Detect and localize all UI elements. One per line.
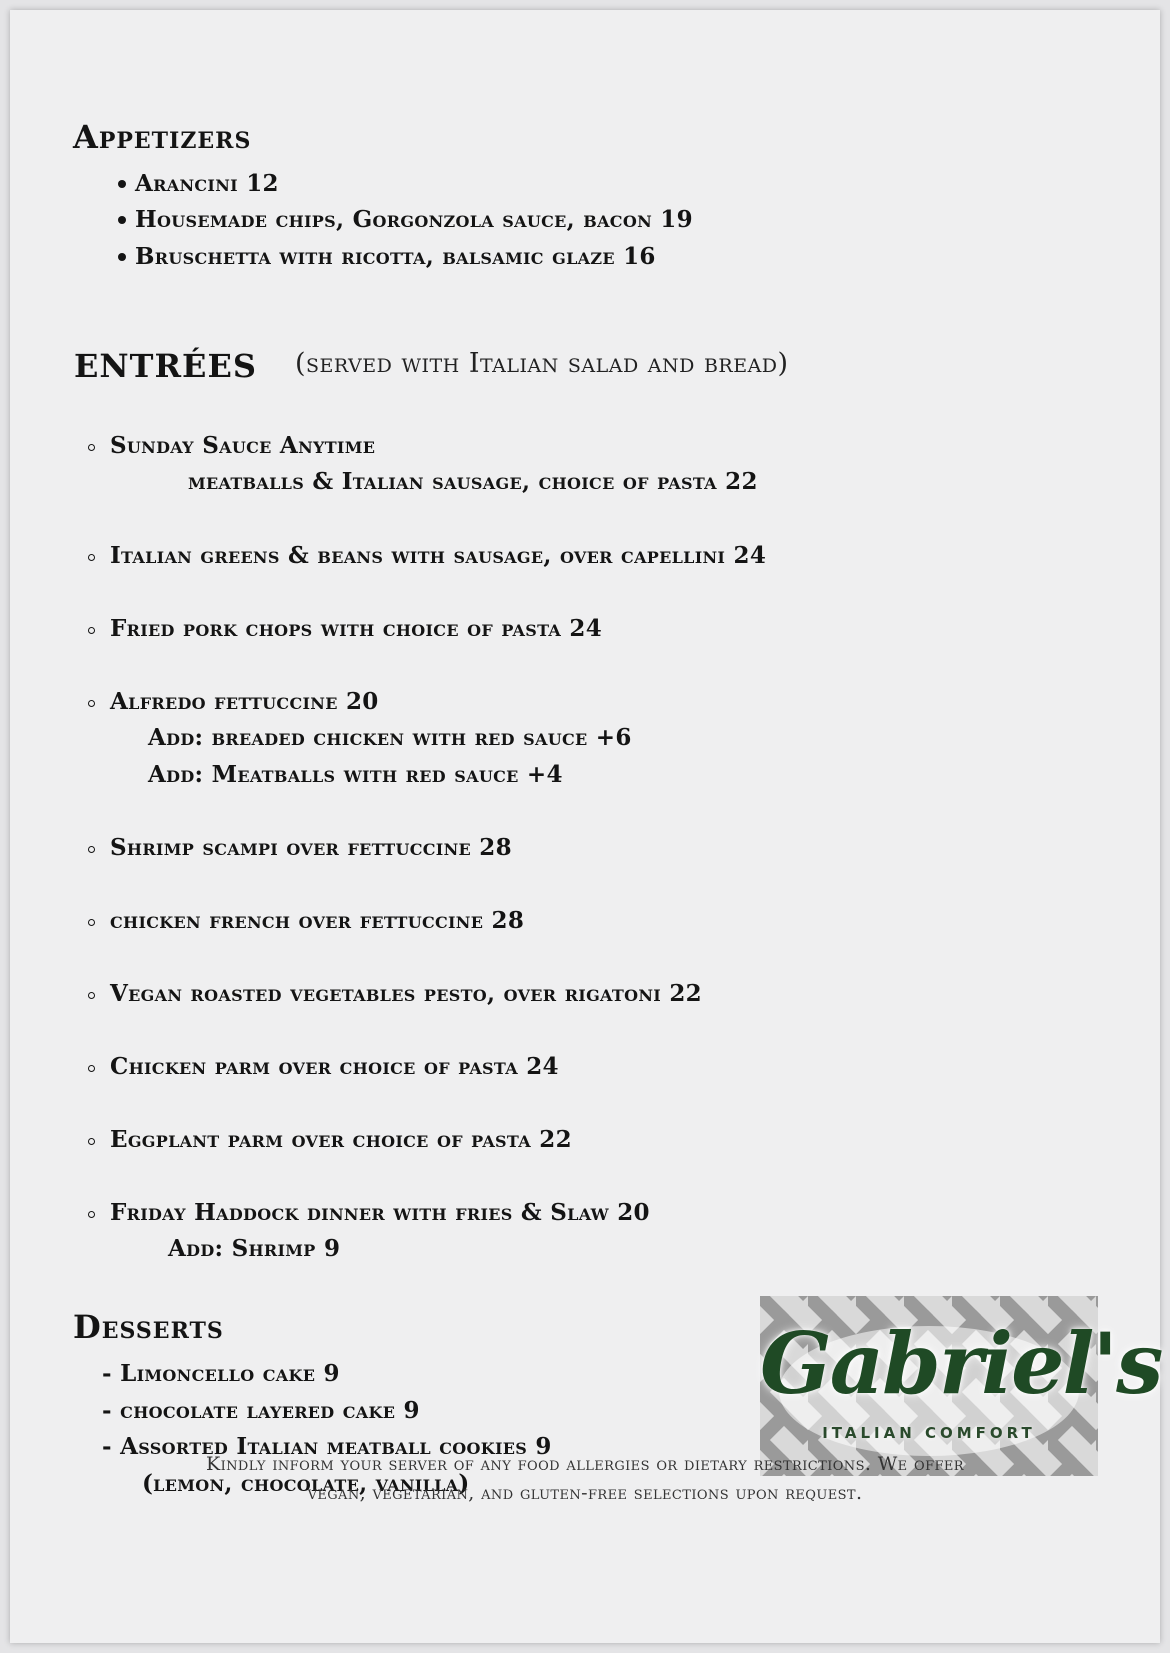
restaurant-logo — [760, 1296, 1162, 1476]
entree-sub: Add: Meatballs with red sauce +4 — [148, 761, 563, 788]
bullet-circle — [88, 992, 95, 999]
bullet-circle — [88, 627, 95, 634]
bullet-disc — [118, 216, 126, 224]
entree-item: chicken french over fettuccine 28 — [110, 907, 525, 934]
entree-item: Friday Haddock dinner with fries & Slaw 20 — [110, 1199, 650, 1226]
desserts-heading: Desserts — [73, 1308, 224, 1346]
entree-item: Eggplant parm over choice of pasta 22 — [110, 1126, 572, 1153]
bullet-circle — [88, 846, 95, 853]
footer-line: Kindly inform your server of any food allergies or dietary restrictions. We offer — [206, 1453, 964, 1475]
entrees-heading: ENTRÉES — [74, 347, 257, 385]
bullet-circle — [88, 554, 95, 561]
appetizer-item: Bruschetta with ricotta, balsamic glaze 16 — [135, 243, 656, 270]
bullet-circle — [88, 1138, 95, 1145]
footer-line: vegan, vegetarian, and gluten-free selections upon request. — [307, 1482, 863, 1504]
bullet-circle — [88, 1211, 95, 1218]
bullet-circle — [88, 1065, 95, 1072]
logo-script-text: Gabriel's — [760, 1314, 1162, 1413]
entrees-note: (served with Italian salad and bread) — [295, 348, 789, 379]
bullet-disc — [118, 180, 126, 188]
entree-item: Chicken parm over choice of pasta 24 — [110, 1053, 559, 1080]
entree-sub: Add: Shrimp 9 — [168, 1235, 341, 1262]
entree-item: Shrimp scampi over fettuccine 28 — [110, 834, 512, 861]
entree-item: Italian greens & beans with sausage, over capellini 24 — [110, 542, 767, 569]
bullet-circle — [88, 444, 95, 451]
dessert-item: - chocolate layered cake 9 — [102, 1397, 420, 1424]
appetizers-heading: Appetizers — [73, 118, 252, 156]
entree-item: Sunday Sauce Anytime — [110, 432, 376, 459]
dessert-item: - Assorted Italian meatball cookies 9 — [102, 1433, 552, 1460]
appetizer-item: Arancini 12 — [135, 170, 279, 197]
logo-tagline: ITALIAN COMFORT — [822, 1424, 1036, 1442]
bullet-circle — [88, 919, 95, 926]
entree-sub: meatballs & Italian sausage, choice of pasta 22 — [188, 468, 758, 495]
bullet-circle — [88, 700, 95, 707]
entree-sub: Add: breaded chicken with red sauce +6 — [148, 724, 632, 751]
dessert-sub: (lemon, chocolate, vanilla) — [142, 1470, 470, 1497]
entree-item: Alfredo fettuccine 20 — [110, 688, 379, 715]
menu-page — [10, 10, 1160, 1643]
entree-item: Vegan roasted vegetables pesto, over rigatoni 22 — [110, 980, 702, 1007]
appetizer-item: Housemade chips, Gorgonzola sauce, bacon 19 — [135, 206, 693, 233]
dessert-item: - Limoncello cake 9 — [102, 1360, 340, 1387]
entree-item: Fried pork chops with choice of pasta 24 — [110, 615, 603, 642]
allergy-footer — [50, 1450, 1120, 1508]
bullet-disc — [118, 253, 126, 261]
